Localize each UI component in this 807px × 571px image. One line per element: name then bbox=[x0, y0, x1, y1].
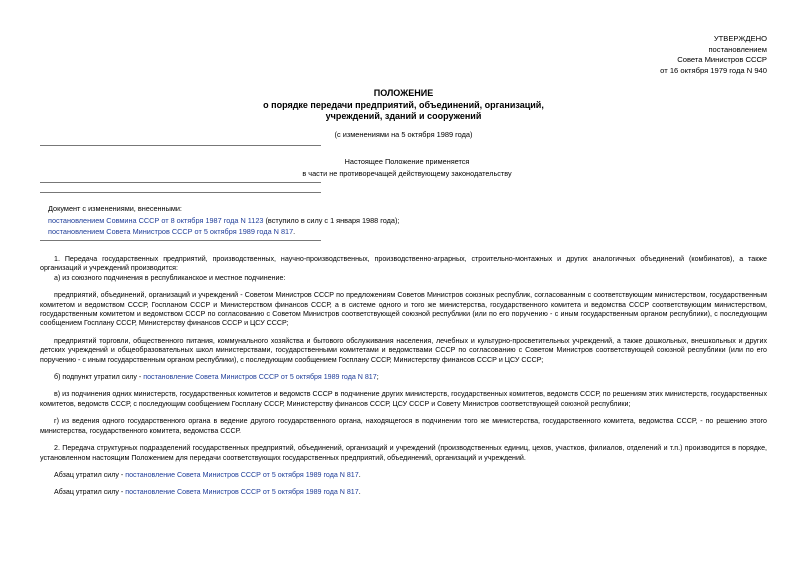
approval-line-3: Совета Министров СССР bbox=[677, 55, 767, 65]
repeal-link-abzac-2[interactable]: постановление Совета Министров СССР от 5 октября 1989 года N 817 bbox=[125, 488, 359, 497]
changes-item-1-suffix: (вступило в силу с 1 января 1988 года); bbox=[263, 215, 400, 225]
repeal-link-abzac-1[interactable]: постановление Совета Министров СССР от 5 октября 1989 года N 817 bbox=[125, 470, 359, 479]
divider bbox=[40, 145, 321, 146]
applies-line-2: в части не противоречащей действующему законодательству bbox=[302, 168, 512, 178]
paragraph-9 bbox=[40, 488, 767, 497]
title-line-1: ПОЛОЖЕНИЕ bbox=[373, 88, 434, 98]
paragraph-3: предприятий торговли, общественного питания, коммунального хозяйства и бытового обслуживания населения, лечебных и культурно-просветительных учреждений, а также дошкольных, внешкольных и других детских учреждений и общеобразовательных школ министерствами, государственными комитетами и ведомствами СССР по согласованию с Советом Министров соответствующей союзной республики (или по его поручению - с иным государственным органом республики), с последующим сообщением Госплану СССР, Министерству финансов СССР и ЦСУ СССР; bbox=[40, 336, 767, 364]
paragraph-8 bbox=[40, 471, 767, 480]
paragraph-8-prefix: Абзац утратил силу - bbox=[54, 470, 126, 479]
changes-item-2-suffix: . bbox=[293, 227, 296, 236]
paragraph-1: 1. Передача государственных предприятий, производственных, научно-производственных, производственно-аграрных, строительно-монтажных и других аналогичных объединений (комбинатов), а также организаций и учреждений производится: bbox=[40, 255, 767, 273]
changes-item-1 bbox=[48, 215, 399, 227]
repeal-link-b[interactable]: постановление Совета Министров СССР от 5 октября 1989 года N 817 bbox=[143, 373, 377, 382]
paragraph-9-prefix: Абзац утратил силу - bbox=[54, 488, 126, 497]
document-body bbox=[40, 255, 767, 498]
paragraph-2: предприятий, объединений, организаций и учреждений - Советом Министров СССР по предложениям Советов Министров союзных республик, согласованным с соответствующим министерством, государственным комитетом и ведомством СССР, Госпланом СССР и Министерством финансов СССР, а в системе одного и того же министерства, государственного комитета и ведомства СССР соответствующим министерством, государственным комитетом и ведомством СССР по согласованию с Советом Министров соответствующей союзной республики (или по его поручению - с иным государственным органом республики), с последующим сообщением Госплану СССР, Министерству финансов СССР и ЦСУ СССР; bbox=[40, 291, 767, 328]
changes-item-2 bbox=[48, 226, 399, 238]
paragraph-4-suffix: ; bbox=[376, 373, 379, 382]
paragraph-4-prefix: б) подпункт утратил силу - bbox=[54, 373, 144, 382]
paragraph-1a: а) из союзного подчинения в республиканское и местное подчинение: bbox=[54, 273, 286, 282]
applicability-note bbox=[230, 156, 584, 179]
amendment-link-1989[interactable]: постановлением Совета Министров СССР от 5 октября 1989 года N 817 bbox=[48, 227, 294, 236]
divider bbox=[40, 182, 321, 183]
divider bbox=[40, 192, 321, 193]
document-changes bbox=[48, 203, 399, 238]
changes-heading: Документ с изменениями, внесенными: bbox=[48, 204, 182, 213]
amendment-link-1987[interactable]: постановлением Совмина СССР от 8 октября 1987 года N 1123 bbox=[48, 215, 264, 225]
paragraph-9-suffix: . bbox=[358, 488, 361, 497]
applies-line-1: Настоящее Положение применяется bbox=[344, 157, 470, 166]
approval-line-2: постановлением bbox=[708, 44, 767, 54]
paragraph-6: г) из ведения одного государственного органа в ведение другого государственного органа, находящегося в подчинении того же министерства, государственного комитета, ведомства СССР, - по решению этого министерства, государственного комитета, ведомства СССР. bbox=[40, 417, 767, 435]
paragraph-5: в) из подчинения одних министерств, государственных комитетов и ведомств СССР в подчинение других министерств, государственных комитетов, ведомств СССР, по решениям этих министерств, государственных комитетов, ведомств СССР, с последующим сообщением Госплану СССР, Министерству финансов СССР, ЦСУ СССР и Совету Министров соответствующей союзной республики; bbox=[40, 390, 767, 408]
document-title bbox=[0, 88, 807, 123]
approval-line-1: УТВЕРЖДЕНО bbox=[713, 34, 767, 43]
title-line-2: о порядке передачи предприятий, объединений, организаций, bbox=[263, 99, 544, 110]
paragraph-4 bbox=[40, 373, 767, 382]
amendments-note: (с изменениями на 5 октября 1989 года) bbox=[334, 130, 473, 139]
paragraph-8-suffix: . bbox=[358, 470, 361, 479]
approval-line-4: от 16 октября 1979 года N 940 bbox=[660, 65, 767, 75]
title-line-3: учреждений, зданий и сооружений bbox=[325, 111, 482, 121]
approval-block bbox=[660, 34, 767, 76]
paragraph-7: 2. Передача структурных подразделений государственных предприятий, объединений, организаций и учреждений (производственных единиц, цехов, участков, филиалов, отделений и т.п.) производится в порядке, установленном настоящим Положением для передачи соответствующих государственных предприятий, объединений, организаций и учреждений. bbox=[40, 444, 767, 462]
divider bbox=[40, 240, 321, 241]
